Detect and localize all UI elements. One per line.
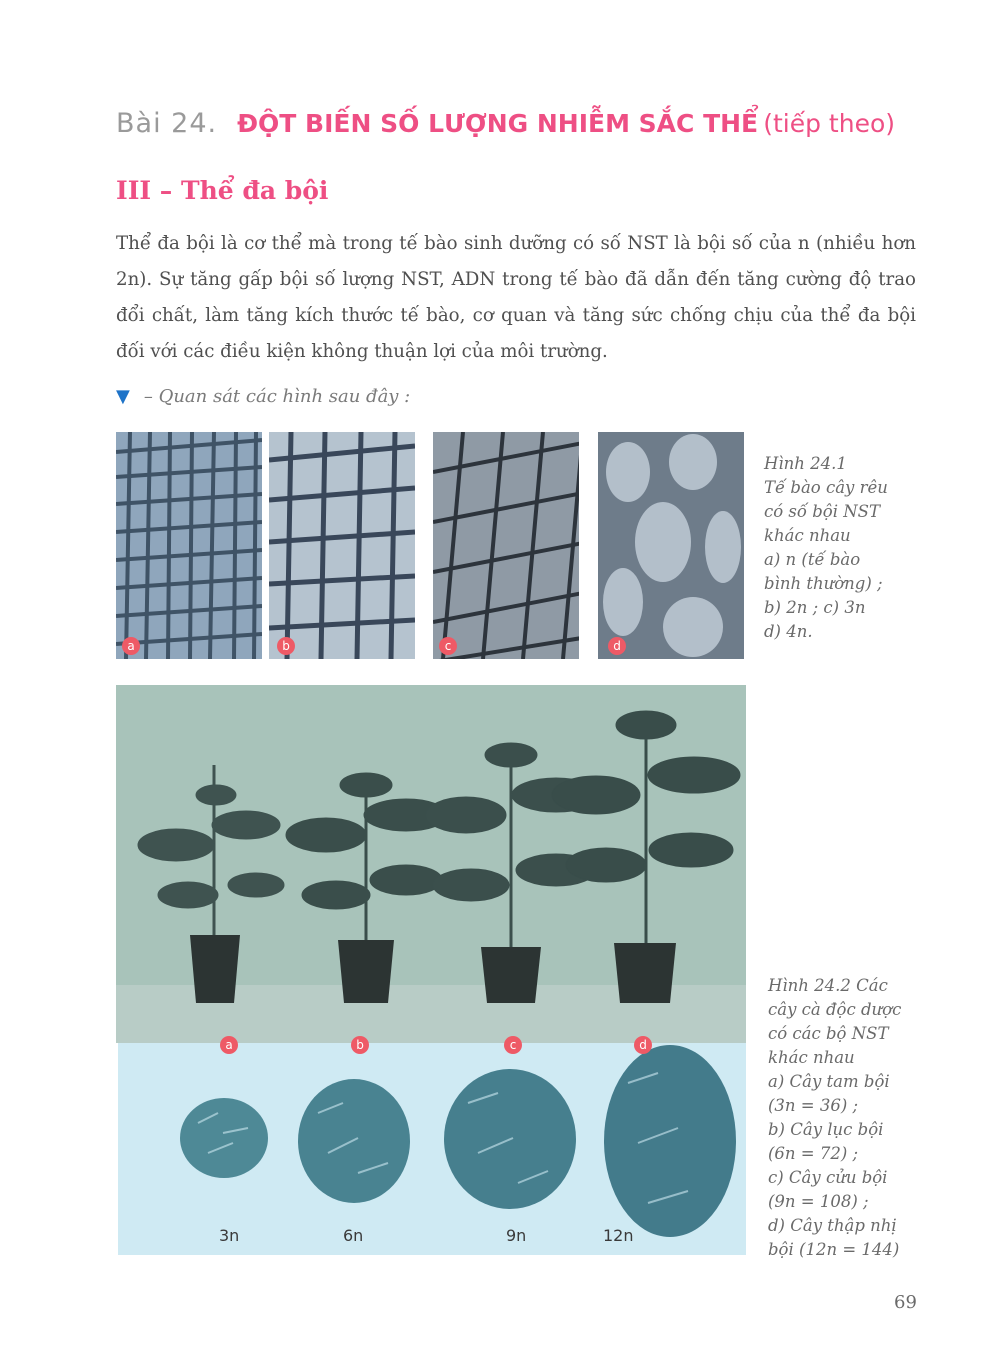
datura-plants-image (116, 685, 746, 1043)
figure2-caption-line: có các bộ NST (768, 1024, 889, 1043)
moss-cells-panel-d (598, 432, 744, 659)
panel-badge-d: d (608, 637, 626, 655)
panel-badge-b: b (277, 637, 295, 655)
ploidy-label-3n: 3n (219, 1226, 240, 1245)
datura-plants-photo (116, 685, 746, 1043)
figure1-caption-line: bình thường) ; (764, 574, 883, 593)
ploidy-label-9n: 9n (506, 1226, 527, 1245)
lesson-header (116, 108, 936, 139)
figure2-caption-line: (9n = 108) ; (768, 1192, 869, 1211)
body-paragraph: Thể đa bội là cơ thể mà trong tế bào sinh dưỡng có số NST là bội số của n (nhiều hơn 2n). Sự tăng gấp bội số lượng NST, ADN trong tế bào đã dẫn đến tăng cường độ trao đổi chất, làm tăng kích thước tế bào, cơ quan và tăng sức chống chịu của thể đa bội đối với các điều kiện không thuận lợi của môi trường. (116, 233, 916, 362)
figure1-caption-line: a) n (tế bào (764, 550, 861, 569)
figure1-caption-line: khác nhau (764, 526, 851, 545)
figure2-caption-line: khác nhau (768, 1048, 855, 1067)
lesson-number: Bài 24. (116, 108, 218, 139)
plant-badge-a: a (220, 1036, 238, 1054)
moss-cells-image (116, 432, 262, 659)
figure2-caption-line: c) Cây cửu bội (768, 1168, 888, 1187)
lesson-title-suffix: (tiếp theo) (763, 109, 896, 138)
figure1-caption-line: có số bội NST (764, 502, 880, 521)
moss-cells-panel-b (269, 432, 415, 659)
moss-cells-image (269, 432, 415, 659)
figure1-caption-title: Hình 24.1 (764, 454, 847, 473)
figure1-caption-line: Tế bào cây rêu (764, 478, 888, 497)
figure2-caption-line: bội (12n = 144) (768, 1240, 900, 1259)
ploidy-label-12n: 12n (603, 1226, 634, 1245)
moss-cells-image (598, 432, 744, 659)
page-number: 69 (894, 1292, 917, 1313)
section-heading: III – Thể đa bội (116, 176, 329, 205)
plant-badge-b: b (351, 1036, 369, 1054)
plant-badge-d: d (634, 1036, 652, 1054)
figure2-caption-line: (3n = 36) ; (768, 1096, 859, 1115)
figure2-caption-line: cây cà độc dược (768, 1000, 902, 1019)
chromosome-sets-panel (118, 1043, 746, 1255)
figure2-caption-line: a) Cây tam bội (768, 1072, 890, 1091)
triangle-marker-icon: ▼ (116, 386, 130, 407)
moss-cells-panel-a (116, 432, 262, 659)
figure1-caption-line: d) 4n. (764, 622, 813, 641)
panel-badge-c: c (439, 637, 457, 655)
plant-badge-c: c (504, 1036, 522, 1054)
moss-cells-panel-c (433, 432, 579, 659)
figure1-caption-line: b) 2n ; c) 3n (764, 598, 866, 617)
figure2-caption-line: b) Cây lục bội (768, 1120, 884, 1139)
prompt-text: – Quan sát các hình sau đây : (143, 386, 411, 407)
panel-badge-a: a (122, 637, 140, 655)
figure2-caption-title: Hình 24.2 Các (768, 976, 888, 995)
figure2-caption-line: d) Cây thập nhị (768, 1216, 897, 1235)
chromosome-sets-image (118, 1043, 746, 1255)
figure2-caption-line: (6n = 72) ; (768, 1144, 859, 1163)
moss-cells-image (433, 432, 579, 659)
lesson-title: ĐỘT BIẾN SỐ LƯỢNG NHIỄM SẮC THỂ (237, 109, 759, 138)
observe-prompt (116, 386, 410, 407)
ploidy-label-6n: 6n (343, 1226, 364, 1245)
